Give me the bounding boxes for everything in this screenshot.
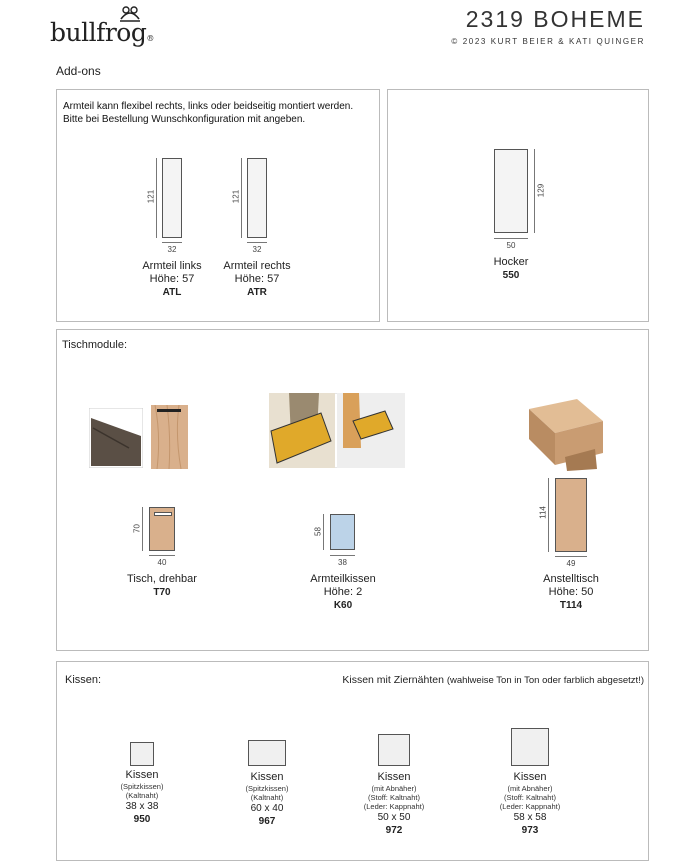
wood-table-photo [151, 405, 188, 469]
stool-shape [494, 149, 528, 233]
dim-height: 129 [536, 183, 546, 198]
stool-panel [387, 89, 649, 322]
dim-width: 40 [157, 558, 167, 567]
item-detail: (Spitzkissen) [245, 784, 289, 793]
armrest-note-line2: Bitte bei Bestellung Wunschkonfiguration mit angeben. [63, 114, 306, 125]
cushion-967-shape [248, 740, 286, 766]
dim-height: 58 [313, 527, 323, 536]
section-title: Add-ons [56, 64, 101, 78]
item-name: Anstelltisch [543, 573, 599, 585]
item-code: ATL [162, 287, 182, 298]
subtitle-note: (wahlweise Ton in Ton oder farblich abgesetzt!) [446, 675, 644, 686]
armrest-left-shape [162, 158, 182, 238]
item-code: 967 [258, 816, 276, 827]
dimension-line [548, 478, 549, 552]
cushion-973-shape [511, 728, 549, 766]
armrest-note-line1: Armteil kann flexibel rechts, links oder beidseitig montiert werden. [63, 101, 354, 112]
armrest-cushion-caption [291, 573, 395, 612]
dim-height: 70 [132, 524, 142, 533]
model-title: 2319 BOHEME [465, 6, 645, 32]
armrest-right-shape [247, 158, 267, 238]
dimension-line [323, 514, 324, 550]
brand-name: bullfrog [50, 18, 147, 47]
item-code: 972 [385, 825, 403, 836]
dimension-line [156, 158, 157, 238]
item-size: 38 x 38 [125, 801, 159, 812]
item-code: ATR [247, 287, 267, 298]
item-detail: (Leder: Kappnaht) [499, 802, 561, 811]
item-size: 60 x 40 [250, 803, 284, 814]
side-table-caption [521, 573, 621, 612]
armrest-cushion-shape [330, 514, 355, 550]
swivel-table-shape [149, 507, 175, 551]
item-code: T70 [153, 587, 171, 598]
item-name: Kissen [125, 769, 159, 781]
cushion-950-shape [130, 742, 154, 766]
item-size: 58 x 58 [513, 812, 547, 823]
cushions-subtitle [342, 674, 644, 686]
cushion-967-caption [227, 771, 307, 828]
item-name: Tisch, drehbar [127, 573, 197, 585]
side-table-shape [555, 478, 587, 552]
item-code: 973 [521, 825, 539, 836]
item-detail: (Spitzkissen) [120, 782, 164, 791]
swivel-table-photo [89, 408, 143, 468]
dimension-line [494, 238, 528, 239]
dimension-line [241, 158, 242, 238]
dimension-line [162, 242, 182, 243]
item-code: K60 [333, 600, 353, 611]
dim-width: 50 [506, 241, 516, 250]
copyright: © 2023 KURT BEIER & KATI QUINGER [451, 37, 645, 46]
dim-height: 114 [538, 506, 548, 519]
armrest-note [63, 100, 379, 126]
dim-width: 32 [167, 245, 177, 254]
item-height: Höhe: 57 [234, 273, 280, 285]
item-code: 550 [502, 270, 520, 281]
item-name: Kissen [513, 771, 547, 783]
dimension-line [330, 555, 355, 556]
dim-width: 49 [566, 559, 576, 568]
item-height: Höhe: 2 [323, 586, 363, 598]
panel-title: Tischmodule: [62, 339, 128, 351]
item-name: Armteilkissen [310, 573, 376, 585]
panel-title: Kissen: [65, 674, 102, 686]
item-detail: (Kaltnaht) [125, 791, 159, 800]
frog-icon [118, 3, 142, 23]
item-name: Kissen [377, 771, 411, 783]
item-name: Hocker [493, 256, 529, 268]
dimension-line [247, 242, 267, 243]
dim-height: 121 [146, 189, 156, 204]
dimension-line [534, 149, 535, 233]
item-code: T114 [559, 600, 583, 611]
table-modules-panel [56, 329, 649, 651]
dim-height: 121 [231, 189, 241, 204]
swivel-table-caption [112, 573, 212, 599]
cushion-973-caption [485, 771, 575, 837]
armrest-cushion-photo [269, 393, 405, 468]
item-detail: (Kaltnaht) [250, 793, 284, 802]
item-height: Höhe: 50 [548, 586, 594, 598]
cushions-panel [56, 661, 649, 861]
item-detail: (Stoff: Kaltnaht) [368, 793, 420, 802]
item-code: 950 [133, 814, 151, 825]
cushion-950-caption [102, 769, 182, 826]
dim-width: 38 [338, 558, 347, 567]
item-detail: (mit Abnäher) [507, 784, 553, 793]
side-table-photo [525, 395, 605, 471]
item-height: Höhe: 57 [149, 273, 195, 285]
cushion-972-caption [349, 771, 439, 837]
item-detail: (mit Abnäher) [371, 784, 417, 793]
item-name: Armteil rechts [223, 260, 291, 272]
item-name: Armteil links [142, 260, 202, 272]
subtitle-text: Kissen mit Ziernähten [342, 674, 444, 686]
armrest-left-caption [127, 260, 217, 299]
brand-mark: ® [146, 34, 154, 43]
armrest-panel [56, 89, 380, 322]
item-size: 50 x 50 [377, 812, 411, 823]
dim-width: 32 [252, 245, 262, 254]
cushion-972-shape [378, 734, 410, 766]
item-detail: (Stoff: Kaltnaht) [504, 793, 556, 802]
dimension-line [555, 556, 587, 557]
item-name: Kissen [250, 771, 284, 783]
armrest-right-caption [209, 260, 305, 299]
dimension-line [149, 555, 175, 556]
item-detail: (Leder: Kappnaht) [363, 802, 425, 811]
stool-caption [466, 256, 556, 282]
dimension-line [142, 507, 143, 551]
